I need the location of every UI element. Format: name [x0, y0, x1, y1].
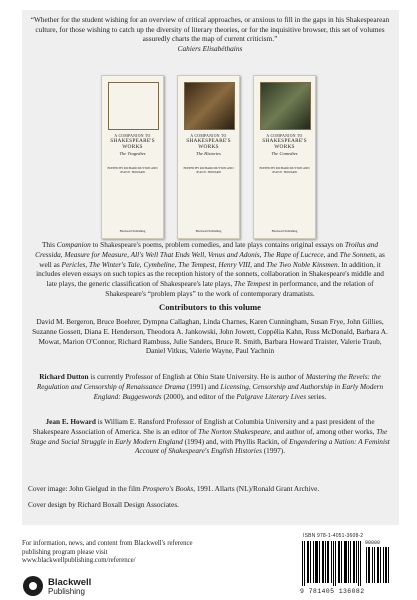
bio-text: (1997). — [263, 446, 286, 456]
desc-works: The Tempest — [233, 279, 271, 289]
desc-text: as well as — [39, 249, 385, 269]
book-subtitle: The Tragedies — [119, 151, 146, 156]
desc-works: Troilus and Cressida, Measure for Measure, All's Well That Ends Well, Venus and Adonis, The Rape of Lucrece, — [35, 240, 379, 259]
editor-name: Richard Dutton — [39, 372, 89, 381]
book-subtitle: The Histories — [196, 151, 221, 156]
credit-text: Cover image: John Gielgud in the film — [28, 484, 141, 493]
bio-book: Palgrave Literary Lives — [236, 391, 307, 401]
bio-book: The Stage and Social Struggle in Early Modern England — [30, 426, 388, 446]
book-editors: EDITED BY RICHARD DUTTON AND JEAN E. HOWARD — [107, 166, 158, 174]
book-editors: EDITED BY RICHARD DUTTON AND JEAN E. HOWARD — [183, 166, 234, 174]
book-publisher: Blackwell Publishing — [119, 229, 146, 233]
editor-name: Jean E. Howard — [45, 417, 96, 426]
bio-text: series. — [307, 391, 327, 401]
credit-film: Prospero's Books, — [142, 484, 196, 493]
isbn-barcode — [297, 532, 393, 598]
editor-bio-howard — [30, 417, 390, 456]
bio-text: (2000), and editor of the — [163, 391, 235, 401]
bio-book: Licensing, Censorship and Authorship in Early Modern England: Buggeswords — [93, 381, 384, 401]
book-title: SHAKESPEARE'S WORKS — [186, 138, 231, 150]
bio-book: Mastering the Revels: the Regulation and Censorship of Renaissance Drama — [36, 372, 381, 391]
editor-bio-dutton — [30, 372, 390, 401]
bio-book: Engendering a Nation: A Feminist Account of Shakespeare's English Histories — [134, 436, 390, 456]
cover-image-credit — [28, 484, 388, 494]
barcode-addon: 90000 — [365, 540, 381, 546]
contributors-heading: Contributors to this volume — [159, 302, 261, 312]
contributors-list: David M. Bergeron, Bruce Boehrer, Dympna Callaghan, Linda Charnes, Karen Cunningham, Susan Frye, John Gillies, Suzanne Gossett, Diana E. Henderson, Theodora A. Jankowski, John Jowett, Coppélia Kahn, Russ McDonald, Barbara A. Mowat, Marion O'Connor, Richard Rambuss, Julie Sanders, Bruce R. Smith, Barbara Howard Traister, Valerie Traub, Daniel Vitkus, Valerie Wayne, Paul Yachnin — [32, 317, 388, 356]
cover-design-credit: Cover design by Richard Boxall Design Associates. — [28, 500, 179, 509]
desc-text: in performance, and the relation of Shakespeare's “problem plays” to the work of contemporary dramatists. — [105, 279, 374, 298]
book-publisher: Blackwell Publishing — [195, 229, 222, 233]
credit-text: 1991. Allarts (NL)/Ronald Grant Archive. — [196, 484, 320, 493]
desc-title: Companion — [56, 240, 91, 249]
review-quote — [30, 15, 390, 53]
barcode-digits: 9 781405 136082 — [300, 588, 365, 595]
cover-illustration — [184, 82, 235, 130]
publisher-info: For information, news, and content from Blackwell's reference publishing program please visit www.blackwellpublishing.com/reference/ — [22, 540, 193, 564]
publisher-logo — [22, 575, 142, 597]
desc-works: The Two Noble Kinsmen. — [266, 259, 340, 269]
desc-text: and — [253, 259, 265, 269]
bio-text: (1994) and, with Phyllis Rackin, of — [184, 436, 288, 446]
desc-works: The Sonnets, — [339, 249, 377, 259]
bio-book: The Norton Shakespeare, — [198, 426, 272, 436]
cover-illustration — [108, 82, 159, 130]
barcode-bars — [300, 541, 392, 588]
book-title: SHAKESPEARE'S WORKS — [262, 138, 307, 150]
desc-text: to Shakespeare's poems, problem comedies, and late plays contains original essays on — [92, 240, 344, 249]
book-cover-comedies — [253, 75, 316, 239]
isbn-text: ISBN 978-1-4051-3608-2 — [303, 533, 364, 539]
blackwell-logo-icon — [22, 575, 44, 597]
quote-text: “Whether for the student wishing for an overview of critical approaches, or anxious to fill in the gaps in his Shakespearean culture, for those wishing to catch up the diversity of literary theories, or for the inquisitive browser, this set of volumes assuredly charts the map of current criticism.” — [30, 15, 390, 44]
volume-description — [30, 240, 390, 299]
book-series: A COMPANION TO — [266, 134, 303, 138]
publisher-name: Blackwell — [48, 577, 92, 588]
book-series: A COMPANION TO — [114, 134, 151, 138]
book-publisher: Blackwell Publishing — [271, 229, 298, 233]
bio-text: is currently Professor of English at Ohio State University. He is author of — [90, 372, 305, 381]
bio-text: (1991) and — [186, 381, 219, 391]
bio-text: is William E. Ransford Professor of English at Columbia University and a past president of the Shakespeare Association of America. She is an editor of — [32, 417, 375, 436]
desc-text: In addition, it includes eleven essays on such topics as the reception history of the sonnets, collaboration in Shakespeare's middle and late plays, the generic classification of Shakespeare's late plays, — [36, 259, 384, 289]
quote-source: Cahiers Elisabéthains — [177, 43, 243, 53]
desc-text: This — [41, 240, 55, 249]
book-subtitle: The Comedies — [271, 151, 298, 156]
book-series: A COMPANION TO — [190, 134, 227, 138]
desc-works: Pericles, The Winter's Tale, Cymbeline, The Tempest, Henry VIII, — [61, 259, 252, 269]
book-title: SHAKESPEARE'S WORKS — [110, 138, 155, 150]
publisher-name-2: Publishing — [48, 587, 85, 596]
book-cover-histories — [177, 75, 240, 239]
companion-volumes — [0, 75, 417, 235]
book-editors: EDITED BY RICHARD DUTTON AND JEAN E. HOWARD — [259, 166, 310, 174]
book-cover-tragedies — [101, 75, 164, 239]
desc-text: and — [327, 249, 338, 259]
bio-text: and author of, among other works, — [273, 426, 375, 436]
cover-illustration — [260, 82, 311, 130]
